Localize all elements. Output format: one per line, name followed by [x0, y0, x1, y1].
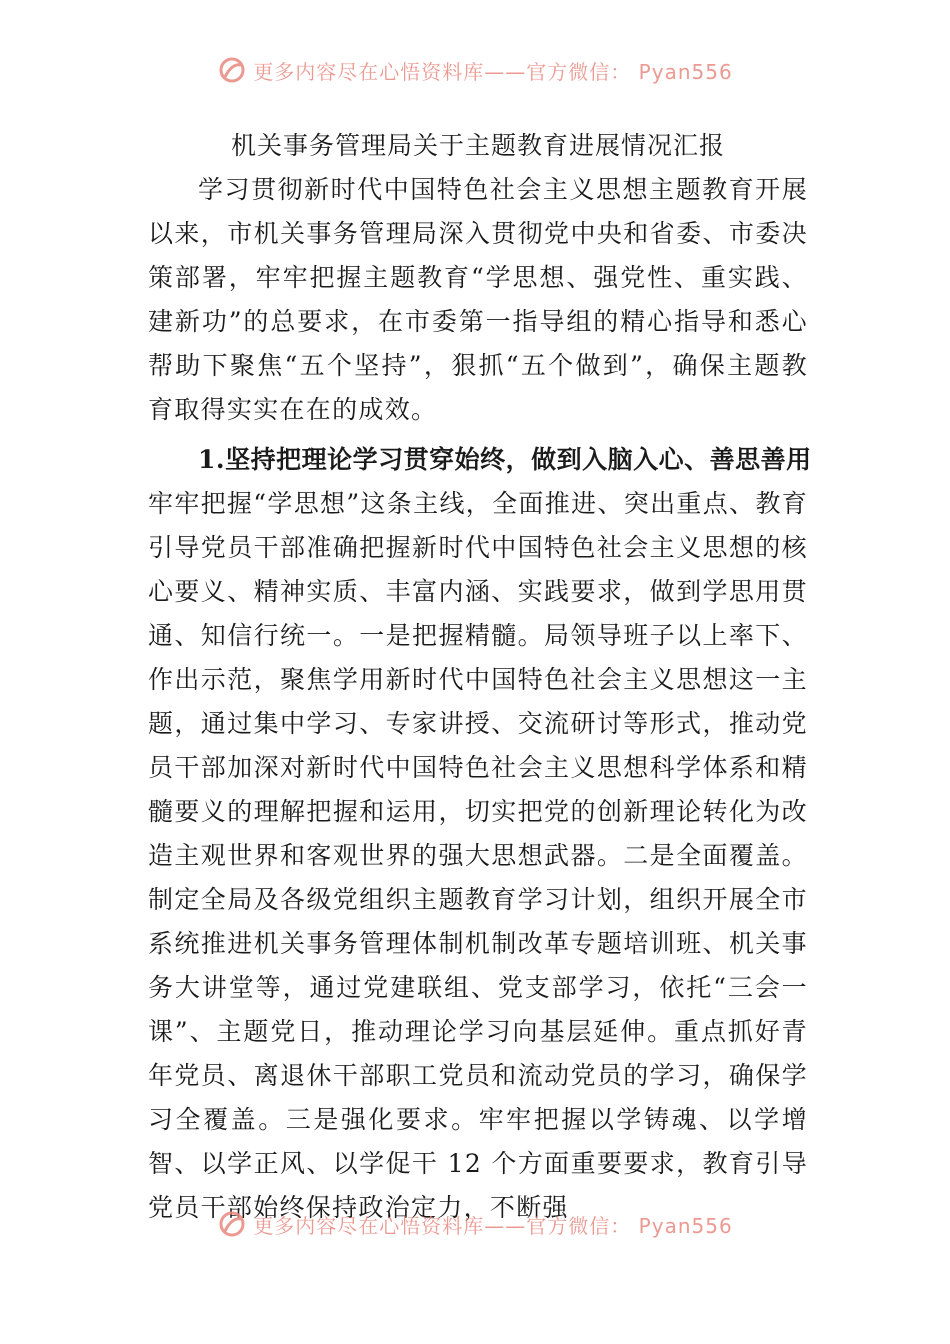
intro-paragraph: 学习贯彻新时代中国特色社会主义思想主题教育开展以来，市机关事务管理局深入贯彻党中央和省委、市委决策部署，牢牢把握主题教育“学思想、强党性、重实践、建新功”的总要求，在市委第一指导组的精心指导和悉心帮助下聚焦“五个坚持”，狠抓“五个做到”，确保主题教育取得实实在在的成效。 — [148, 175, 808, 424]
document-title: 机关事务管理局关于主题教育进展情况汇报 — [230, 131, 725, 160]
watermark-text: 更多内容尽在心悟资料库——官方微信： Pyan556 — [253, 59, 733, 84]
document-body — [148, 124, 812, 1230]
watermark-header — [0, 50, 950, 90]
section-1-body: 牢牢把握“学思想”这条主线，全面推进、突出重点、教育引导党员干部准确把握新时代中国特色社会主义思想的核心要义、精神实质、丰富内涵、实践要求，做到学思用贯通、知信行统一。一是把握精髓。局领导班子以上率下、作出示范，聚焦学用新时代中国特色社会主义思想这一主题，通过集中学习、专家讲授、交流研讨等形式，推动党员干部加深对新时代中国特色社会主义思想科学体系和精髓要义的理解把握和运用，切实把党的创新理论转化为改造主观世界和客观世界的强大思想武器。二是全面覆盖。制定全局及各级党组织主题教育学习计划，组织开展全市系统推进机关事务管理体制机制改革专题培训班、机关事务大讲堂等，通过党建联组、党支部学习，依托“三会一课”、主题党日，推动理论学习向基层延伸。重点抓好青年党员、离退休干部职工党员和流动党员的学习，确保学习全覆盖。三是强化要求。牢牢把握以学铸魂、以学增智、以学正风、以学促干 12 个方面重要要求，教育引导党员干部始终保持政治定力，不断强 — [148, 489, 808, 1222]
watermark-text: 更多内容尽在心悟资料库——官方微信： Pyan556 — [253, 1213, 733, 1238]
coin-logo-icon — [217, 1209, 247, 1239]
coin-logo-icon — [217, 55, 247, 85]
watermark-footer — [0, 1204, 950, 1244]
section-1-heading: 1.坚持把理论学习贯穿始终，做到入脑入心、善思善用 — [198, 445, 812, 474]
